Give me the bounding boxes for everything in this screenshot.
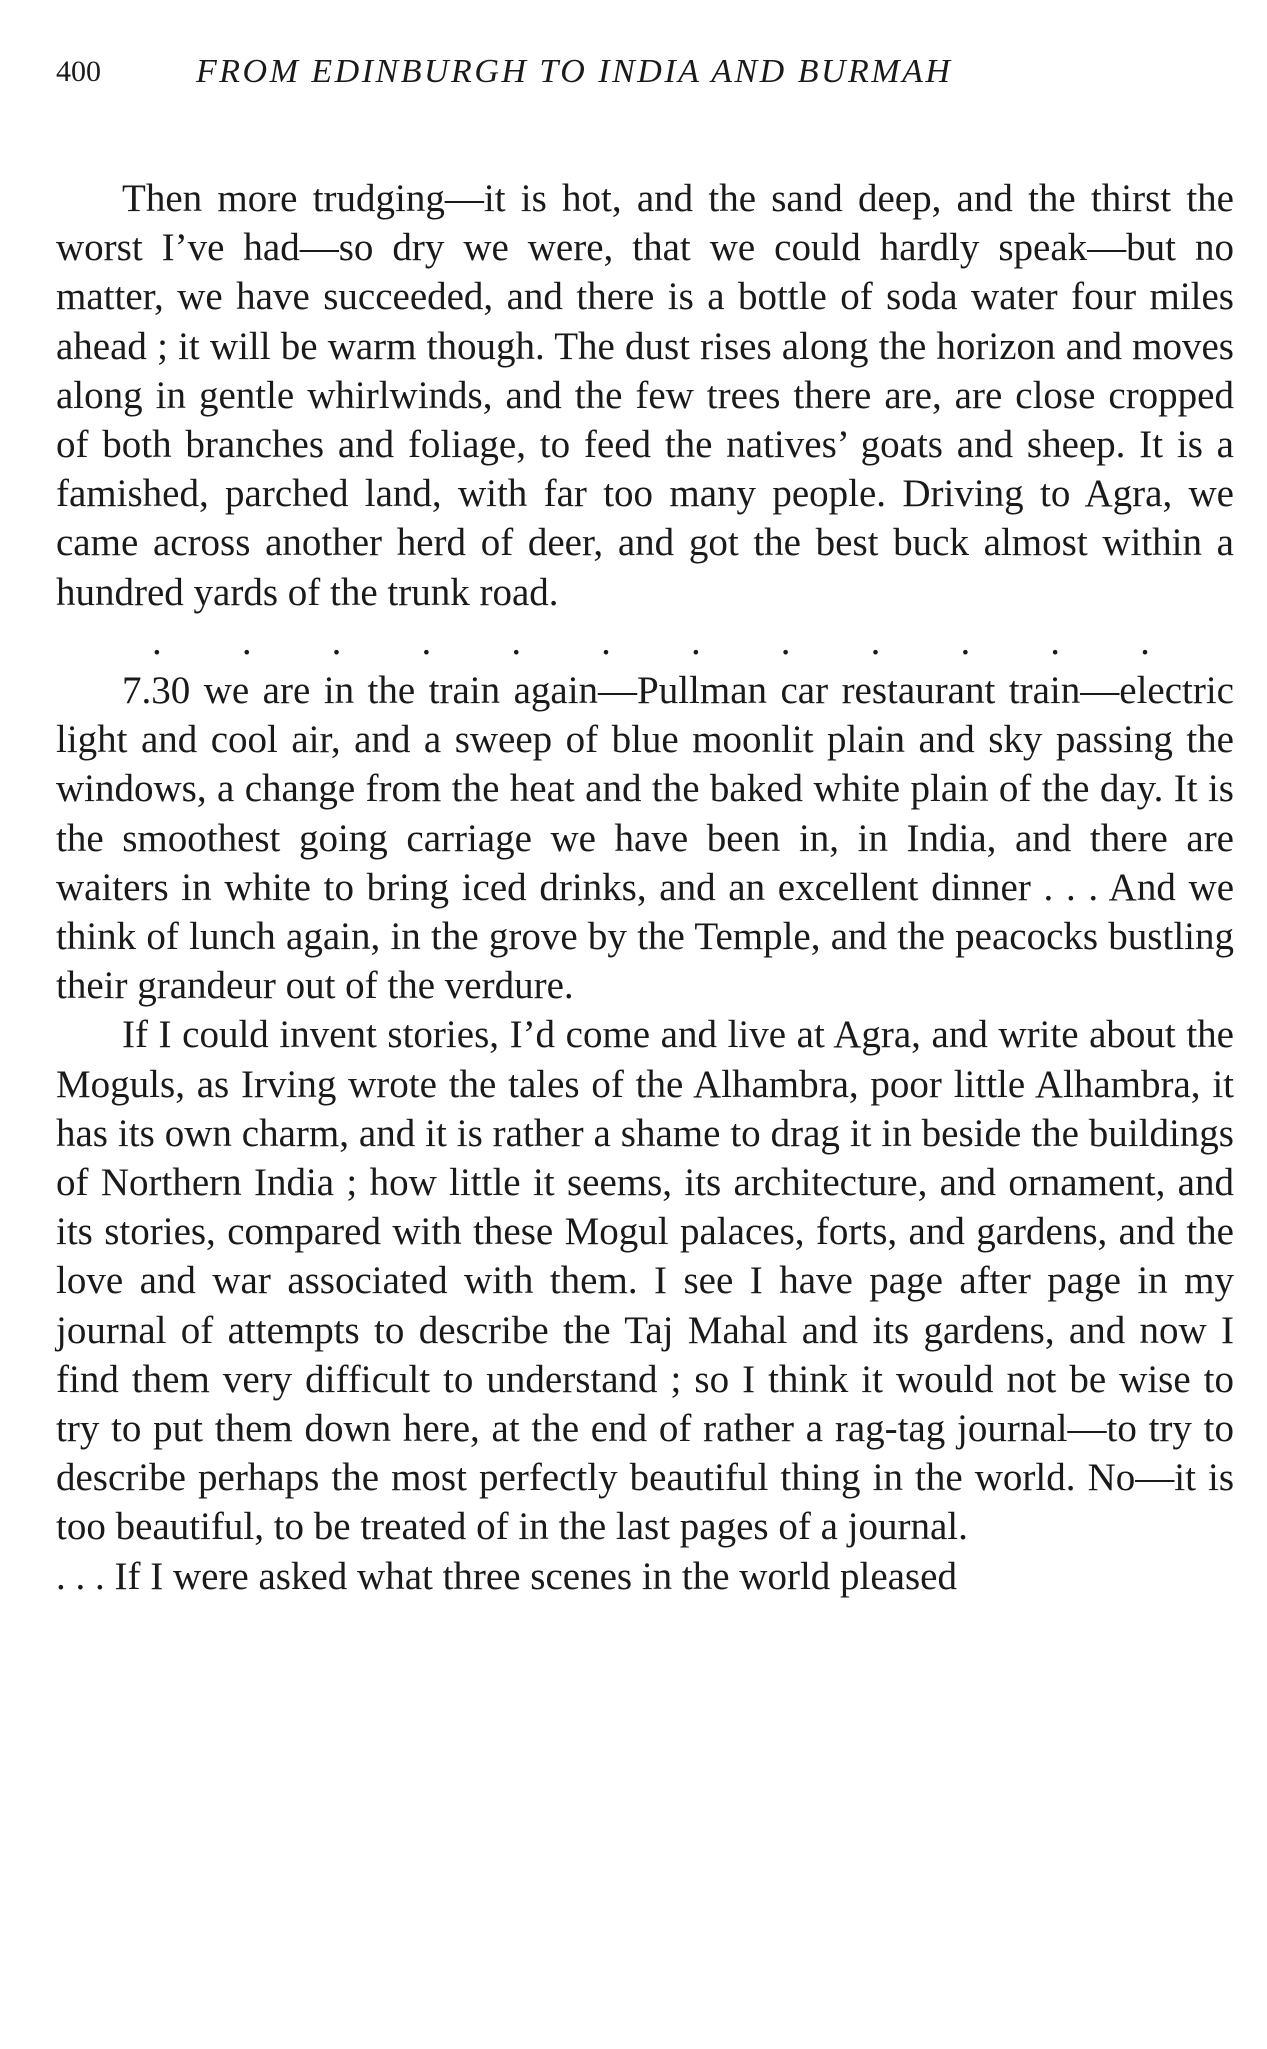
section-break-dot: . [152,619,162,663]
section-break-dot: . [690,619,701,663]
section-break-dot: . [870,619,881,663]
page-number: 400 [56,55,101,88]
paragraph: 7.30 we are in the train again—Pullman car restaurant train—electric light and cool air, and a sweep of blue moonlit plain and sky passing the windows, a change from the heat and the baked white plain of the day. It is the smoothest going carriage we have been in, in India, and there are waiters in white to bring iced drinks, and an excellent dinner . . . And we think of lunch again, in the grove by the Temple, and the peacocks bustling their grandeur out of the verdure. [56,669,1234,1008]
running-head [56,50,1234,94]
section-break-dot: . [511,619,522,663]
section-break-dot: . [601,619,611,663]
paragraph: . . . If I were asked what three scenes in the world pleased [56,1554,957,1598]
section-break-dot: . [241,619,252,663]
book-page [56,50,1234,1601]
section-break-dot: . [331,619,342,663]
paragraph: If I could invent stories, I’d come and live at Agra, and write about the Moguls, as Irving wrote the tales of the Alhambra, poor little Alhambra, it has its own charm, and it is rather a shame to drag it in beside the buildings of Northern India ; how little it seems, its architecture, and ornament, and its stories, compared with these Mogul palaces, forts, and gardens, and the love and war associated with them. I see I have page after page in my journal of attempts to describe the Taj Mahal and its gardens, and now I find them very difficult to understand ; so I think it would not be wise to try to put them down here, at the end of rather a rag-tag journal—to try to describe perhaps the most perfectly beautiful thing in the world. No—it is too beautiful, to be treated of in the last pages of a journal. [56,1013,1234,1549]
section-break-dot: . [421,619,432,663]
section-break-dot: . [960,619,971,663]
section-break-dot: . [1050,619,1061,663]
section-break-dot: . [780,619,791,663]
paragraph: Then more trudging—it is hot, and the sand deep, and the thirst the worst I’ve had—so dry we were, that we could hardly speak—but no matter, we have succeeded, and there is a bottle of soda water four miles ahead ; it will be warm though. The dust rises along the horizon and moves along in gentle whirlwinds, and the few trees there are, are close cropped of both branches and foliage, to feed the natives’ goats and sheep. It is a famished, parched land, with far too many people. Driving to Agra, we came across another herd of deer, and got the best buck almost within a hundred yards of the trunk road. [56,177,1234,614]
running-title: FROM EDINBURGH TO INDIA AND BURMAH [196,53,953,90]
body-text [56,174,1234,1601]
section-break-dot: . [1140,619,1150,663]
section-break [56,617,1234,666]
